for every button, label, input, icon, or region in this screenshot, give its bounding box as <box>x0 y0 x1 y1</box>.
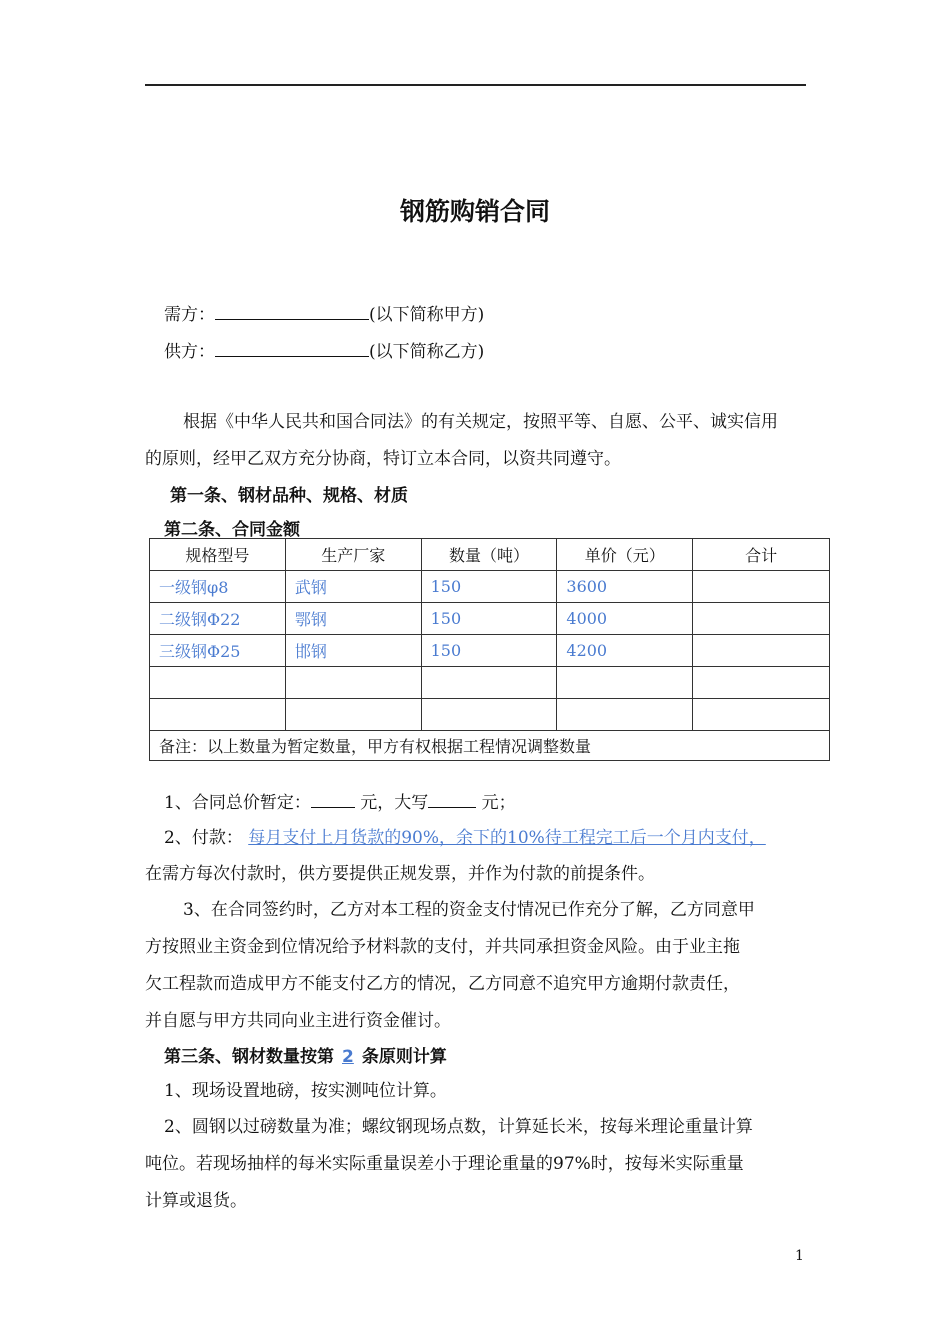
buyer-suffix: (以下简称甲方) <box>369 305 485 325</box>
table-header-cell: 规格型号 <box>150 539 286 571</box>
table-cell-maker[interactable] <box>285 699 421 731</box>
table-header-row <box>150 539 830 571</box>
article-3-heading <box>164 1042 447 1067</box>
table-cell-total[interactable] <box>693 603 830 635</box>
table-cell-maker[interactable]: 邯钢 <box>285 635 421 667</box>
item-1-yuan-end: 元； <box>481 793 516 813</box>
table-header-cell: 单价（元） <box>557 539 693 571</box>
item-2-line <box>164 823 766 848</box>
intro-line-2: 的原则，经甲乙双方充分协商，特订立本合同，以资共同遵守。 <box>145 449 621 469</box>
table-cell-qty[interactable]: 150 <box>421 603 557 635</box>
table-cell-spec[interactable]: 二级钢Φ22 <box>150 603 286 635</box>
rule-1-line: 1、现场设置地磅，按实测吨位计算。 <box>164 1081 447 1101</box>
seller-suffix: (以下简称乙方) <box>369 342 485 362</box>
table-row <box>150 571 830 603</box>
table-note: 备注：以上数量为暂定数量，甲方有权根据工程情况调整数量 <box>150 731 830 761</box>
article-3-text-a: 第三条、钢材数量按第 <box>164 1047 334 1067</box>
table-row <box>150 603 830 635</box>
intro-line-1: 根据《中华人民共和国合同法》的有关规定，按照平等、自愿、公平、诚实信用 <box>183 412 778 432</box>
payment-terms-field[interactable]: 每月支付上月货款的90%，余下的10%待工程完工后一个月内支付， <box>248 828 766 848</box>
page-number: 1 <box>795 1248 804 1264</box>
document-title: 钢筋购销合同 <box>399 197 550 226</box>
steel-price-table <box>149 538 830 761</box>
item-2-label: 2、付款： <box>164 828 243 848</box>
table-row <box>150 699 830 731</box>
rule-2-line-3: 计算或退货。 <box>145 1191 247 1211</box>
article-2-heading: 第二条、合同金额 <box>164 520 300 540</box>
table-cell-spec[interactable]: 一级钢φ8 <box>150 571 286 603</box>
table-cell-price[interactable] <box>557 699 693 731</box>
item-1-label: 1、合同总价暂定： <box>164 793 311 813</box>
table-cell-price[interactable]: 4000 <box>557 603 693 635</box>
table-note-row <box>150 731 830 761</box>
total-price-field[interactable] <box>311 791 355 808</box>
table-header-cell: 生产厂家 <box>285 539 421 571</box>
table-header-cell: 合计 <box>693 539 830 571</box>
table-cell-total[interactable] <box>693 699 830 731</box>
table-cell-price[interactable] <box>557 667 693 699</box>
buyer-name-field[interactable] <box>215 303 369 320</box>
table-cell-spec[interactable] <box>150 699 286 731</box>
item-3-line-3: 欠工程款而造成甲方不能支付乙方的情况，乙方同意不追究甲方逾期付款责任， <box>145 974 740 994</box>
table-cell-spec[interactable]: 三级钢Φ25 <box>150 635 286 667</box>
article-1-heading: 第一条、钢材品种、规格、材质 <box>170 486 408 506</box>
table-cell-maker[interactable]: 武钢 <box>285 571 421 603</box>
table-cell-price[interactable]: 4200 <box>557 635 693 667</box>
buyer-line <box>164 300 484 325</box>
table-cell-qty[interactable] <box>421 699 557 731</box>
item-1-line <box>164 788 516 813</box>
article-3-number-field[interactable]: 2 <box>342 1047 354 1067</box>
table-cell-qty[interactable] <box>421 667 557 699</box>
total-price-words-field[interactable] <box>428 791 476 808</box>
table-cell-qty[interactable]: 150 <box>421 635 557 667</box>
item-1-yuan-daxie: 元，大写 <box>360 793 429 813</box>
table-cell-total[interactable] <box>693 667 830 699</box>
table-cell-qty[interactable]: 150 <box>421 571 557 603</box>
seller-line <box>164 337 484 362</box>
table-row <box>150 667 830 699</box>
seller-label: 供方： <box>164 342 215 362</box>
item-3-line-1: 3、在合同签约时，乙方对本工程的资金支付情况已作充分了解，乙方同意甲 <box>183 900 755 920</box>
buyer-label: 需方： <box>164 305 215 325</box>
item-2-line-2: 在需方每次付款时，供方要提供正规发票，并作为付款的前提条件。 <box>145 864 655 884</box>
table-header-cell: 数量（吨） <box>421 539 557 571</box>
table-row <box>150 635 830 667</box>
seller-name-field[interactable] <box>215 340 369 357</box>
article-3-text-b: 条原则计算 <box>361 1047 447 1067</box>
table-cell-total[interactable] <box>693 571 830 603</box>
rule-2-line-1: 2、圆钢以过磅数量为准；螺纹钢现场点数，计算延长米，按每米理论重量计算 <box>164 1117 753 1137</box>
table-cell-maker[interactable]: 鄂钢 <box>285 603 421 635</box>
item-3-line-2: 方按照业主资金到位情况给予材料款的支付，并共同承担资金风险。由于业主拖 <box>145 937 740 957</box>
item-3-line-4: 并自愿与甲方共同向业主进行资金催讨。 <box>145 1011 451 1031</box>
table-cell-maker[interactable] <box>285 667 421 699</box>
rule-2-line-2: 吨位。若现场抽样的每米实际重量误差小于理论重量的97%时，按每米实际重量 <box>145 1154 744 1174</box>
table-cell-spec[interactable] <box>150 667 286 699</box>
header-rule <box>145 84 806 86</box>
table-cell-total[interactable] <box>693 635 830 667</box>
table-cell-price[interactable]: 3600 <box>557 571 693 603</box>
